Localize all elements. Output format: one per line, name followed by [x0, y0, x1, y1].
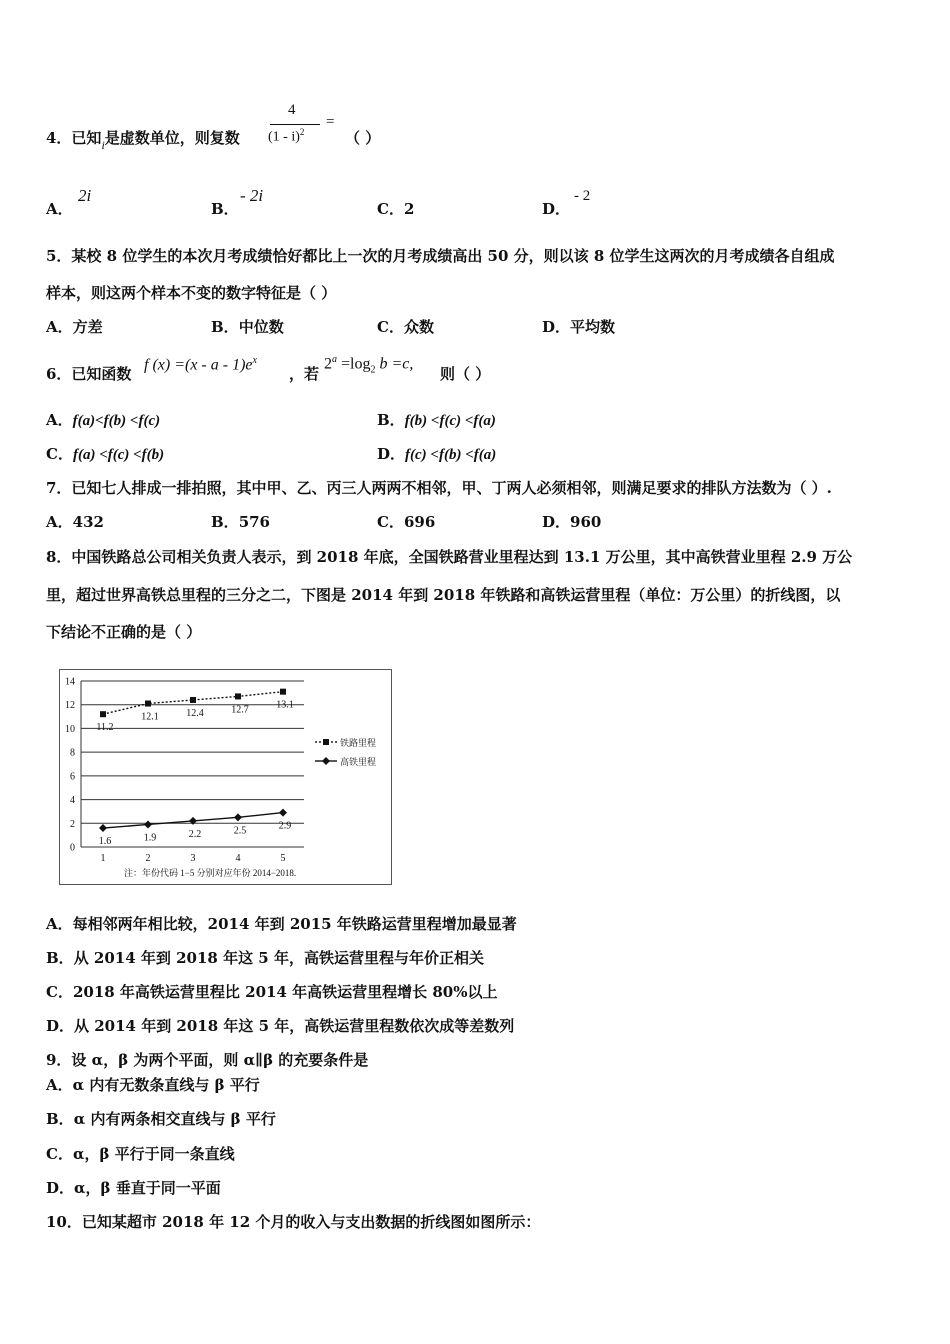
q9-option-a-value: α 内有无数条直线与 β 平行 [72, 1076, 260, 1094]
q9-option-d-label: D． [46, 1179, 75, 1197]
q8-option-b-label: B． [46, 949, 74, 967]
chart-xtick-1: 1 [100, 853, 106, 864]
q5-option-b [211, 317, 284, 337]
q6-option-d [377, 444, 496, 465]
q7-option-d [542, 512, 601, 532]
q6-option-d-label: D． [377, 445, 406, 463]
q9-option-b-value: α 内有两条相交直线与 β 平行 [73, 1110, 276, 1128]
q9-option-c-label: C． [46, 1145, 73, 1163]
q5-stem-line1: 5．某校 8 位学生的本次月考成绩恰好都比上一次的月考成绩高出 50 分，则以该 8 位学生这两次的月考成绩各自组成 [46, 247, 835, 265]
chart-label-s1-1: 1.9 [143, 832, 157, 844]
q9-option-c-value: α，β 平行于同一条直线 [72, 1145, 235, 1163]
q4-option-c [377, 199, 414, 219]
q5-option-d [542, 317, 615, 337]
q5-stem-line2: 样本，则这两个样本不变的数字特征是（ ） [46, 284, 337, 302]
q9-option-d [46, 1178, 221, 1198]
chart-label-s0-0: 11.2 [96, 722, 114, 734]
chart-ytick-8: 8 [70, 747, 75, 759]
chart-note: 注：年份代码 1−5 分别对应年份 2014−2018. [124, 868, 297, 878]
q8-option-c-label: C． [46, 983, 73, 1001]
q6-option-a-value: f(a)<f(b) <f(c) [72, 413, 161, 429]
q6-comma: ，若 [289, 365, 320, 383]
q6-option-d-value: f(c) <f(b) <f(a) [405, 447, 497, 463]
q8-option-a [46, 914, 517, 934]
q4-option-b-label: B． [211, 200, 239, 218]
q7-option-c-value: 696 [403, 513, 436, 531]
q9-stem: 9．设 α，β 为两个平面，则 α∥β 的充要条件是 [46, 1051, 369, 1069]
q7-option-d-label: D． [542, 513, 571, 531]
q4-equals: = [326, 114, 335, 130]
chart-ytick-0: 0 [70, 842, 75, 854]
q7-option-a-value: 432 [72, 513, 104, 531]
q8-stem-line2: 里，超过世界高铁总里程的三分之二，下图是 2014 年到 2018 年铁路和高铁运营里程（单位：万公里）的折线图，以 [46, 586, 841, 604]
chart-point-s0-0 [100, 711, 106, 717]
q8-option-c [46, 982, 497, 1002]
q4-frac-exp: 2 [299, 127, 305, 137]
q6-option-b-label: B． [377, 411, 405, 429]
q4-frac-bar [270, 124, 320, 125]
q6-cond-base: 2 [324, 355, 332, 373]
q4-frac-den: (1 - i) [268, 129, 300, 145]
q6-stem-pre: 6．已知函数 [46, 365, 132, 383]
chart-point-s0-4 [280, 689, 286, 695]
q5-option-c [377, 317, 434, 337]
q4-stem-pre: 4．已知 [46, 129, 102, 147]
legend-rail-marker [323, 739, 329, 745]
q9-option-d-value: α，β 垂直于同一平面 [74, 1179, 221, 1197]
rail-mileage-chart-svg [59, 669, 392, 885]
q4-var-i: i [101, 138, 105, 152]
q4-frac-num: 4 [288, 102, 296, 118]
chart-label-s1-0: 1.6 [98, 836, 112, 848]
q4-option-d-label: D． [542, 200, 571, 218]
legend-hsr-label: 高铁里程 [340, 757, 377, 767]
chart-point-s0-1 [145, 701, 151, 707]
q8-option-d-label: D． [46, 1017, 75, 1035]
chart-ytick-12: 12 [65, 700, 75, 712]
chart-point-s0-2 [190, 697, 196, 703]
q4-stem [46, 128, 240, 152]
q10-stem: 10．已知某超市 2018 年 12 个月的收入与支出数据的折线图如图所示： [46, 1213, 541, 1231]
q6-function-body: f (x) =(x - a - 1)e [144, 356, 253, 374]
q7-stem: 7．已知七人排成一排拍照，其中甲、乙、丙三人两两不相邻，甲、丁两人必须相邻，则满足要求的排队方法数为（ ）. [46, 479, 832, 497]
q9-option-b [46, 1109, 276, 1129]
legend-rail-label: 铁路里程 [340, 738, 377, 748]
chart-frame [60, 670, 392, 885]
q6-cond-exp: a [332, 354, 337, 365]
q5-option-a-label: A． [46, 318, 73, 336]
chart-point-s0-3 [235, 693, 241, 699]
q6-cond-tail: b =c, [379, 355, 414, 373]
q4-option-a-label: A． [46, 200, 73, 218]
q4-option-b-value: - 2i [240, 186, 264, 205]
q7-option-a-label: A． [46, 513, 73, 531]
q4-option-d-value: - 2 [574, 188, 591, 204]
q9-option-b-label: B． [46, 1110, 74, 1128]
chart-xtick-5: 5 [280, 853, 286, 864]
chart-label-s0-2: 12.4 [186, 707, 204, 719]
q8-option-a-value: 每相邻两年相比较，2014 年到 2015 年铁路运营里程增加最显著 [72, 915, 517, 933]
q9-option-c [46, 1144, 235, 1164]
q5-option-d-label: D． [542, 318, 571, 336]
q7-option-c-label: C． [377, 513, 404, 531]
q6-option-a-label: A． [46, 411, 73, 429]
chart-label-s1-3: 2.5 [233, 825, 247, 837]
q6-stem-post: 则（ ） [440, 365, 491, 383]
q6-option-c [46, 444, 164, 465]
q8-option-d-value: 从 2014 年到 2018 年这 5 年，高铁运营里程数依次成等差数列 [74, 1017, 515, 1035]
q5-option-c-value: 众数 [403, 318, 434, 336]
chart-ytick-2: 2 [70, 818, 75, 830]
rail-mileage-chart [59, 669, 392, 885]
q5-option-c-label: C． [377, 318, 404, 336]
q6-function-exp: x [252, 355, 257, 366]
q6-condition [324, 354, 413, 376]
q5-option-b-value: 中位数 [238, 318, 284, 336]
q8-stem-line3: 下结论不正确的是（ ） [46, 623, 202, 641]
q8-option-b-value: 从 2014 年到 2018 年这 5 年，高铁运营里程与年价正相关 [73, 949, 484, 967]
chart-xtick-3: 3 [190, 853, 196, 864]
q7-option-b [211, 512, 270, 532]
q4-fraction [268, 102, 324, 148]
q7-option-c [377, 512, 435, 532]
q5-option-b-label: B． [211, 318, 239, 336]
q9-option-a-label: A． [46, 1076, 73, 1094]
q8-stem-line1: 8．中国铁路总公司相关负责人表示，到 2018 年底，全国铁路营业里程达到 13.1 万公里，其中高铁营业里程 2.9 万公 [46, 548, 853, 566]
q4-option-c-label: C． [377, 200, 404, 218]
chart-label-s1-4: 2.9 [278, 820, 292, 832]
q6-option-c-label: C． [46, 445, 73, 463]
chart-ytick-10: 10 [65, 723, 75, 735]
chart-ytick-6: 6 [70, 771, 75, 783]
q4-option-a-value: 2i [78, 186, 92, 205]
q7-option-b-value: 576 [238, 513, 270, 531]
q4-option-a [46, 199, 73, 219]
chart-label-s0-1: 12.1 [141, 711, 159, 723]
q5-option-a-value: 方差 [72, 318, 103, 336]
q6-option-b [377, 410, 496, 431]
q6-option-b-value: f(b) <f(c) <f(a) [404, 413, 496, 429]
q5-option-a [46, 317, 103, 337]
chart-label-s0-3: 12.7 [231, 704, 249, 716]
q8-option-b [46, 948, 484, 968]
q5-option-d-value: 平均数 [570, 318, 616, 336]
q4-stem-mid: 是虚数单位，则复数 [104, 129, 240, 147]
chart-label-s0-4: 13.1 [276, 699, 294, 711]
q7-option-a [46, 512, 104, 532]
chart-label-s1-2: 2.2 [188, 828, 202, 840]
chart-ytick-14: 14 [65, 676, 75, 688]
chart-xtick-4: 4 [235, 853, 241, 864]
q8-option-d [46, 1016, 514, 1036]
q9-option-a [46, 1075, 260, 1095]
q8-option-a-label: A． [46, 915, 73, 933]
q7-option-b-label: B． [211, 513, 239, 531]
chart-ytick-4: 4 [70, 795, 75, 807]
q6-option-c-value: f(a) <f(c) <f(b) [72, 447, 165, 463]
q7-option-d-value: 960 [570, 513, 602, 531]
q8-option-c-value: 2018 年高铁运营里程比 2014 年高铁运营里程增长 80%以上 [72, 983, 498, 1001]
q6-cond-log: =log [341, 355, 371, 373]
q4-option-c-value: 2 [403, 200, 415, 218]
q6-function [144, 355, 257, 374]
q6-cond-sub: 2 [370, 364, 376, 376]
chart-xtick-2: 2 [145, 853, 151, 864]
q4-answer-paren: （ ） [345, 129, 381, 147]
q6-option-a [46, 410, 160, 431]
